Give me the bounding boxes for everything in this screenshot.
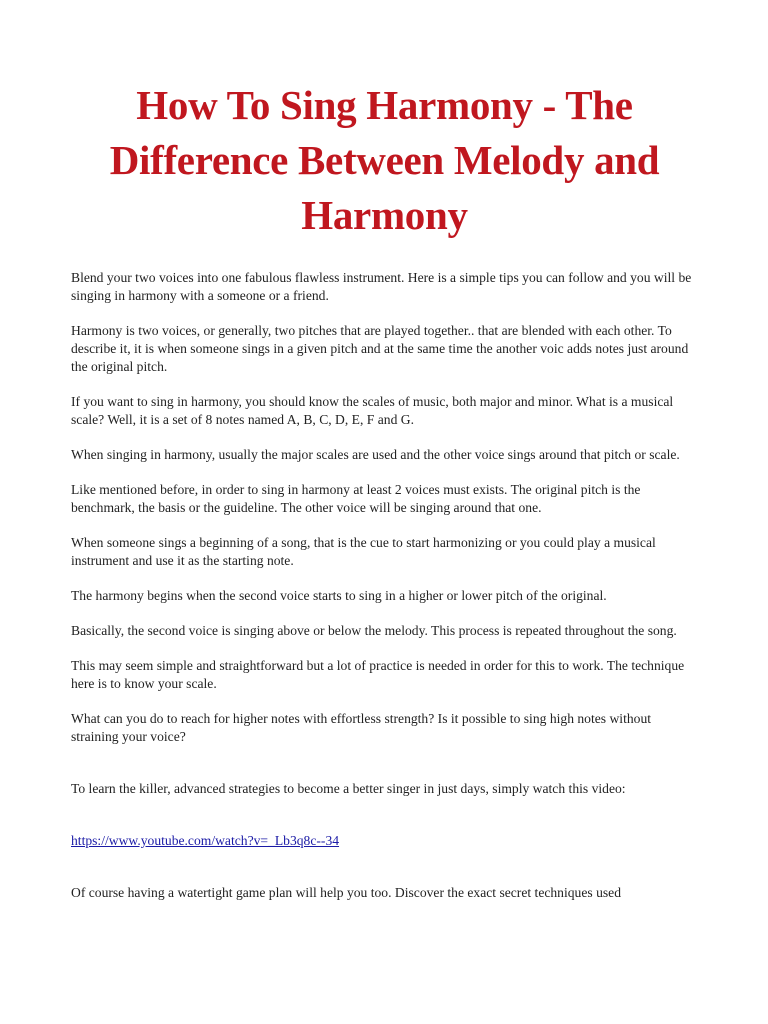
paragraph-start-harmonizing: When someone sings a beginning of a song, that is the cue to start harmonizing or you could play a musical instrument and use it as the starting note. (71, 535, 656, 568)
video-link[interactable]: https://www.youtube.com/watch?v=_Lb3q8c--34 (71, 833, 340, 848)
paragraph-musical-scale: If you want to sing in harmony, you should know the scales of music, both major and minor. What is a musical scale? Well, it is a set of 8 notes named A, B, C, D, E, F and G. (71, 394, 674, 427)
paragraph-harmony-definition: Harmony is two voices, or generally, two pitches that are played together.. that are blended with each other. To describe it, it is when someone sings in a given pitch and at the same time the another voic adds notes just around the original pitch. (71, 323, 689, 374)
paragraph-practice: This may seem simple and straightforward but a lot of practice is needed in order for this to work. The technique here is to know your scale. (71, 658, 685, 691)
paragraph-intro: Blend your two voices into one fabulous flawless instrument. Here is a simple tips you can follow and you will be singing in harmony with a someone or a friend. (71, 270, 692, 303)
paragraph-higher-notes: What can you do to reach for higher notes with effortless strength? Is it possible to sing high notes without straining your voice? (71, 711, 652, 744)
page-title: How To Sing Harmony - The Difference Between Melody and Harmony (109, 82, 660, 238)
paragraph-closing: Of course having a watertight game plan will help you too. Discover the exact secret techniques used (71, 885, 621, 900)
paragraph-video-intro: To learn the killer, advanced strategies to become a better singer in just days, simply watch this video: (71, 781, 626, 796)
paragraph-major-scales: When singing in harmony, usually the major scales are used and the other voice sings around that pitch or scale. (71, 447, 680, 462)
paragraph-two-voices: Like mentioned before, in order to sing in harmony at least 2 voices must exists. The original pitch is the benchmark, the basis or the guideline. The other voice will be singing around that one. (71, 482, 641, 515)
paragraph-above-below: Basically, the second voice is singing above or below the melody. This process is repeated throughout the song. (71, 623, 677, 638)
video-link-paragraph (71, 832, 698, 850)
paragraph-second-voice: The harmony begins when the second voice starts to sing in a higher or lower pitch of the original. (71, 588, 607, 603)
